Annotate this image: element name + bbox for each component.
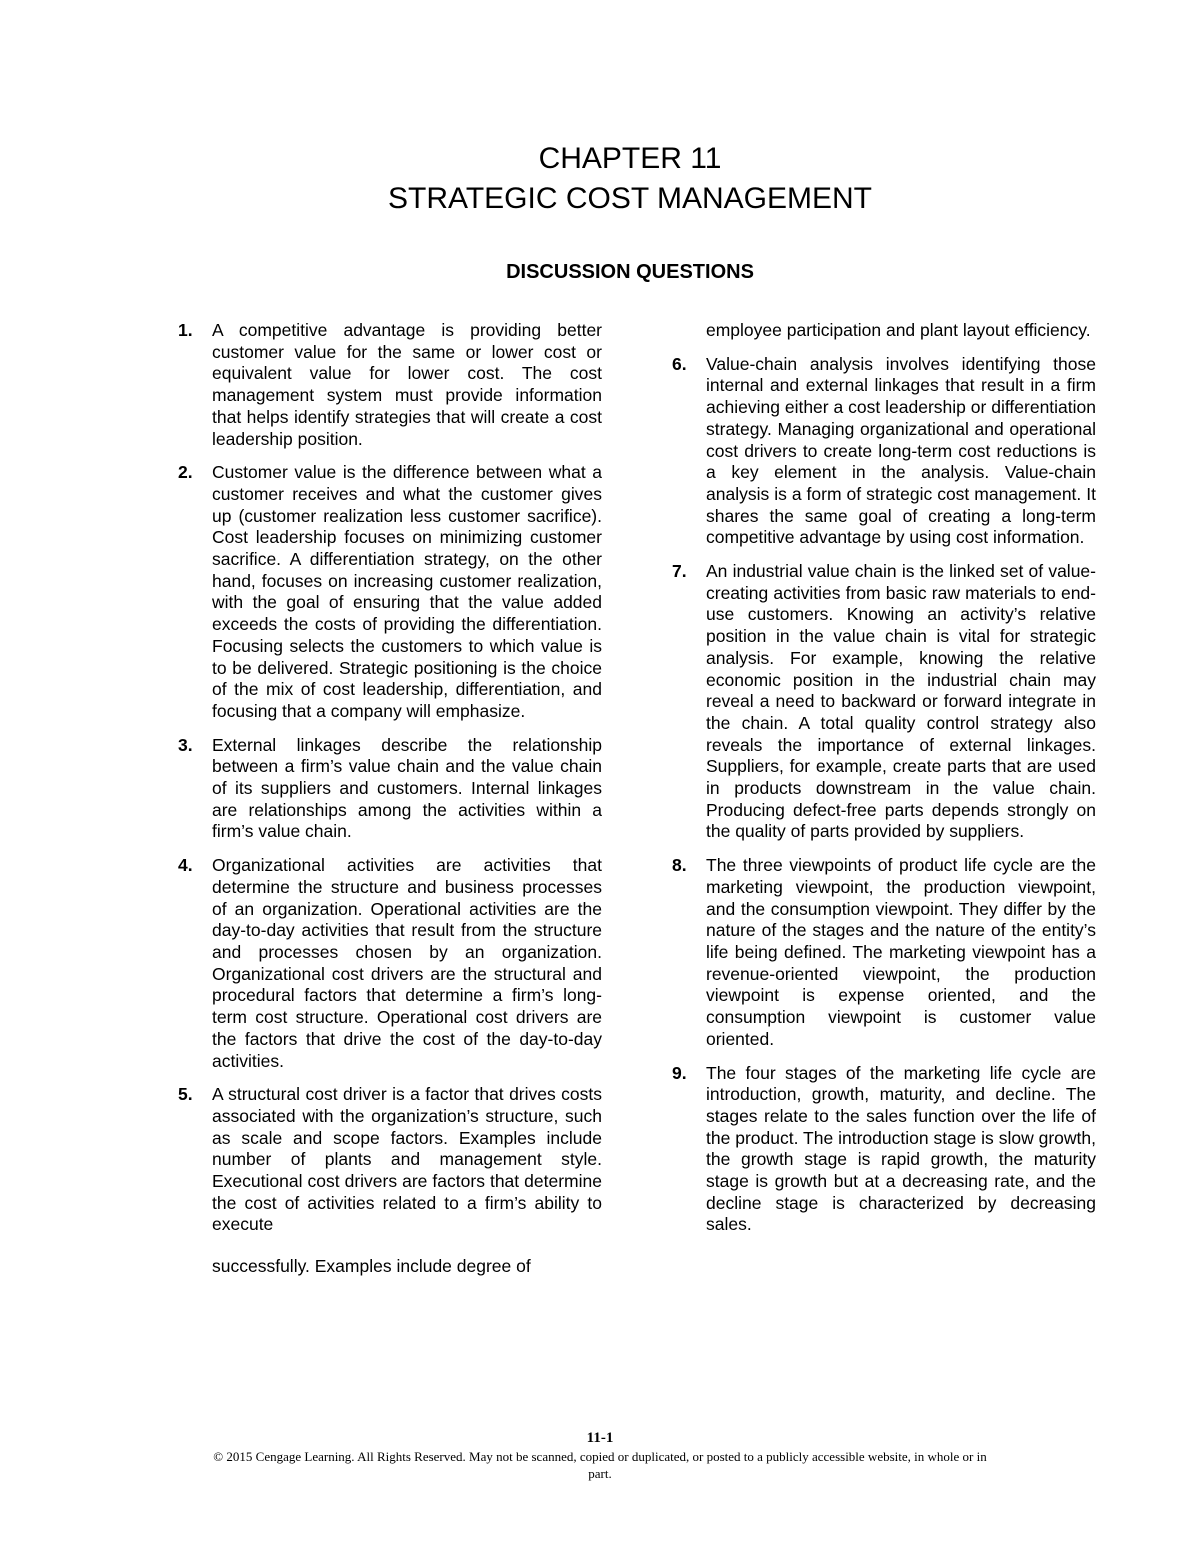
- left-column: [170, 320, 602, 1290]
- question-4: [170, 855, 602, 1072]
- question-text: Value-chain analysis involves identifying those internal and external linkages that result in a firm achieving either a cost leadership or differentiation strategy. Managing organizational and operational cost drivers to create long-term cost reductions is a key element in the analysis. Value-chain analysis is a form of strategic cost management. It shares the same goal of creating a long-term competitive advantage by using cost information.: [706, 353, 1096, 548]
- copyright-notice: © 2015 Cengage Learning. All Rights Reserved. May not be scanned, copied or duplicated, or posted to a publicly accessible website, in whole or in part.: [213, 1449, 987, 1481]
- question-number: 2.: [178, 462, 193, 483]
- section-heading: DISCUSSION QUESTIONS: [506, 261, 754, 283]
- chapter-title: STRATEGIC COST MANAGEMENT: [388, 182, 872, 215]
- question-number: 4.: [178, 855, 193, 876]
- question-text: The three viewpoints of product life cycle are the marketing viewpoint, the production viewpoint, and the consumption viewpoint. They differ by the nature of the stages and the nature of the entity’s life being defined. The marketing viewpoint has a revenue-oriented viewpoint, the production viewpoint is expense oriented, and the consumption viewpoint is customer value oriented.: [706, 855, 1096, 1049]
- question-1: [170, 320, 602, 450]
- question-7: [664, 561, 1096, 843]
- question-text: A structural cost driver is a factor that drives costs associated with the organization’s structure, such as scale and scope factors. Examples include number of plants and management style. Executional cost drivers are factors that determine the cost of activities related to a firm’s ability to execute: [212, 1084, 602, 1235]
- question-number: 6.: [672, 353, 687, 374]
- right-column: [664, 320, 1096, 1248]
- question-number: 7.: [672, 561, 687, 582]
- question-text-continued: successfully. Examples include degree of: [212, 1256, 531, 1277]
- question-text: Organizational activities are activities that determine the structure and business processes of an organization. Operational activities are the day-to-day activities that result from the structure and processes chosen by an organization. Organizational cost drivers are the structural and procedural factors that determine a firm’s long-term cost structure. Operational cost drivers are the factors that drive the cost of the day-to-day activities.: [212, 855, 602, 1071]
- question-text: A competitive advantage is providing better customer value for the same or lower cost or equivalent value for lower cost. The cost management system must provide information that helps identify strategies that will create a cost leadership position.: [212, 320, 602, 449]
- question-number: 1.: [178, 320, 193, 340]
- title-block: [270, 140, 990, 218]
- question-3: [170, 735, 602, 844]
- question-9: [664, 1063, 1096, 1237]
- question-text: Customer value is the difference between what a customer receives and what the customer gives up (customer realization less customer sacrifice). Cost leadership focuses on minimizing customer sacrifice. A differentiation strategy, on the other hand, focuses on increasing customer realization, with the goal of ensuring that the value added exceeds the costs of providing the differentiation. Focusing selects the customers to which value is to be delivered. Strategic positioning is the choice of the mix of cost leadership, differentiation, and focusing that a company will emphasize.: [212, 462, 602, 721]
- question-5: [170, 1084, 602, 1278]
- chapter-number: CHAPTER 11: [538, 142, 722, 175]
- question-text: The four stages of the marketing life cycle are introduction, growth, maturity, and decline. The stages relate to the sales function over the life of the product. The introduction stage is slow growth, the growth stage is rapid growth, the maturity stage is growth but at a decreasing rate, and the decline stage is characterized by decreasing sales.: [706, 1062, 1096, 1235]
- question-number: 5.: [178, 1084, 193, 1105]
- question-text: External linkages describe the relationship between a firm’s value chain and the value chain of its suppliers and customers. Internal linkages are relationships among the activities within a firm’s value chain.: [212, 734, 602, 842]
- question-number: 3.: [178, 734, 193, 755]
- page-footer: [200, 1428, 1000, 1482]
- question-6: [664, 354, 1096, 549]
- question-number: 9.: [672, 1062, 687, 1083]
- question-2: [170, 462, 602, 722]
- page-number: 11-1: [586, 1430, 614, 1446]
- question-5-continued: employee participation and plant layout efficiency.: [706, 320, 1091, 340]
- question-number: 8.: [672, 855, 687, 876]
- question-text: An industrial value chain is the linked set of value-creating activities from basic raw materials to end-use customers. Knowing an activity’s relative position in the value chain is vital for strategic analysis. For example, knowing the relative economic position in the industrial chain may reveal a need to backward or forward integrate in the chain. A total quality control strategy also reveals the importance of external linkages. Suppliers, for example, create parts that are used in products downstream in the value chain. Producing defect-free parts depends strongly on the quality of parts provided by suppliers.: [706, 561, 1096, 842]
- question-8: [664, 855, 1096, 1050]
